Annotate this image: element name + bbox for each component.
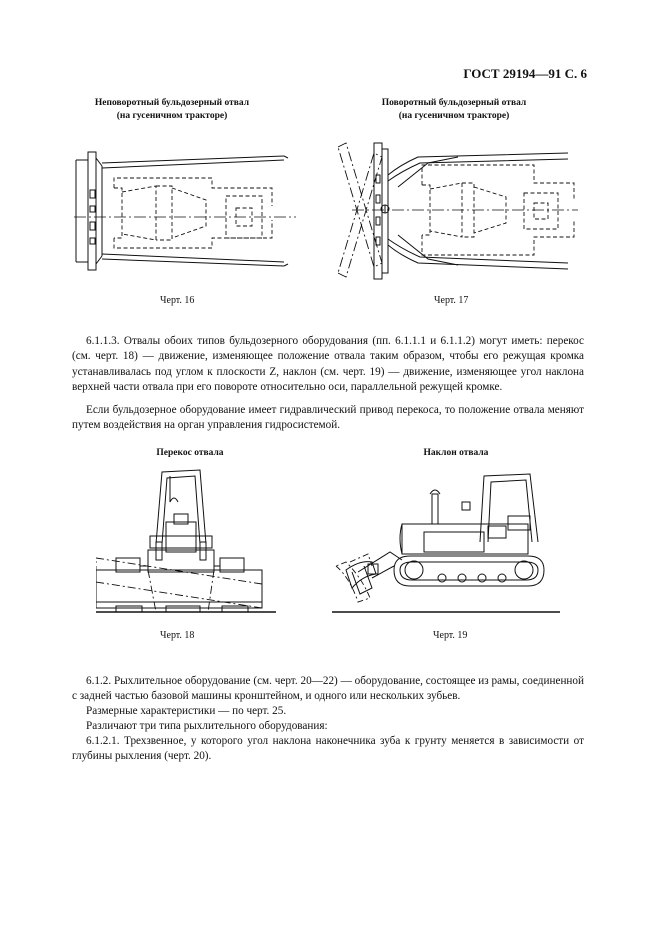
figure-16-caption-line2: (на гусеничном тракторе) bbox=[116, 111, 228, 121]
paragraph-6-1-1-3: 6.1.1.3. Отвалы обоих типов бульдозерного оборудования (пп. 6.1.1.1 и 6.1.1.2) могут иметь: перекос (см. черт. 18) — движение, изменяющее положение отвала таким образом, чтобы его режущая кромка устанавливалась под углом к плоскости Z, наклон (см. черт. 19) — движение, изменяющее угол наклона верхней части отвала при его повороте относительно оси, параллельной режущей кромке. bbox=[72, 335, 584, 393]
figure-16-drawing bbox=[74, 138, 296, 283]
figure-17-caption-line2: (на гусеничном тракторе) bbox=[398, 111, 510, 121]
figure-17-caption-line1: Поворотный бульдозерный отвал bbox=[381, 98, 527, 108]
paragraph-dimensions: Размерные характеристики — по черт. 25. bbox=[86, 705, 287, 717]
page-header: ГОСТ 29194—91 С. 6 bbox=[463, 66, 587, 81]
figure-19-label: Черт. 19 bbox=[433, 630, 468, 641]
figure-18-caption: Перекос отвала bbox=[156, 448, 224, 458]
figure-16-caption bbox=[72, 97, 272, 123]
figure-17-drawing bbox=[338, 135, 578, 285]
paragraph-hydraulic-drive: Если бульдозерное оборудование имеет гидравлический привод перекоса, то положение отвала меняют путем воздействия на орган управления гидросистемой. bbox=[72, 404, 584, 432]
figure-18-label: Черт. 18 bbox=[160, 630, 195, 641]
paragraph-6-1-2: 6.1.2. Рыхлительное оборудование (см. черт. 20—22) — оборудование, состоящее из рамы, соединенной с задней частью базовой машины кронштейном, и одного или нескольких зубьев. bbox=[72, 675, 584, 703]
paragraph-types: Различают три типа рыхлительного оборудования: bbox=[86, 720, 328, 732]
figure-16-caption-line1: Неповоротный бульдозерный отвал bbox=[94, 98, 250, 108]
figure-17-caption bbox=[354, 97, 554, 123]
figure-19-drawing bbox=[332, 466, 560, 618]
figure-17-label: Черт. 17 bbox=[434, 295, 469, 306]
paragraph-6-1-2-1: 6.1.2.1. Трехзвенное, у которого угол наклона наконечника зуба к грунту меняется в зависимости от глубины рыхления (черт. 20). bbox=[72, 735, 584, 763]
figure-16-label: Черт. 16 bbox=[160, 295, 195, 306]
figure-18-drawing bbox=[96, 462, 276, 618]
figure-19-caption: Наклон отвала bbox=[423, 448, 489, 458]
